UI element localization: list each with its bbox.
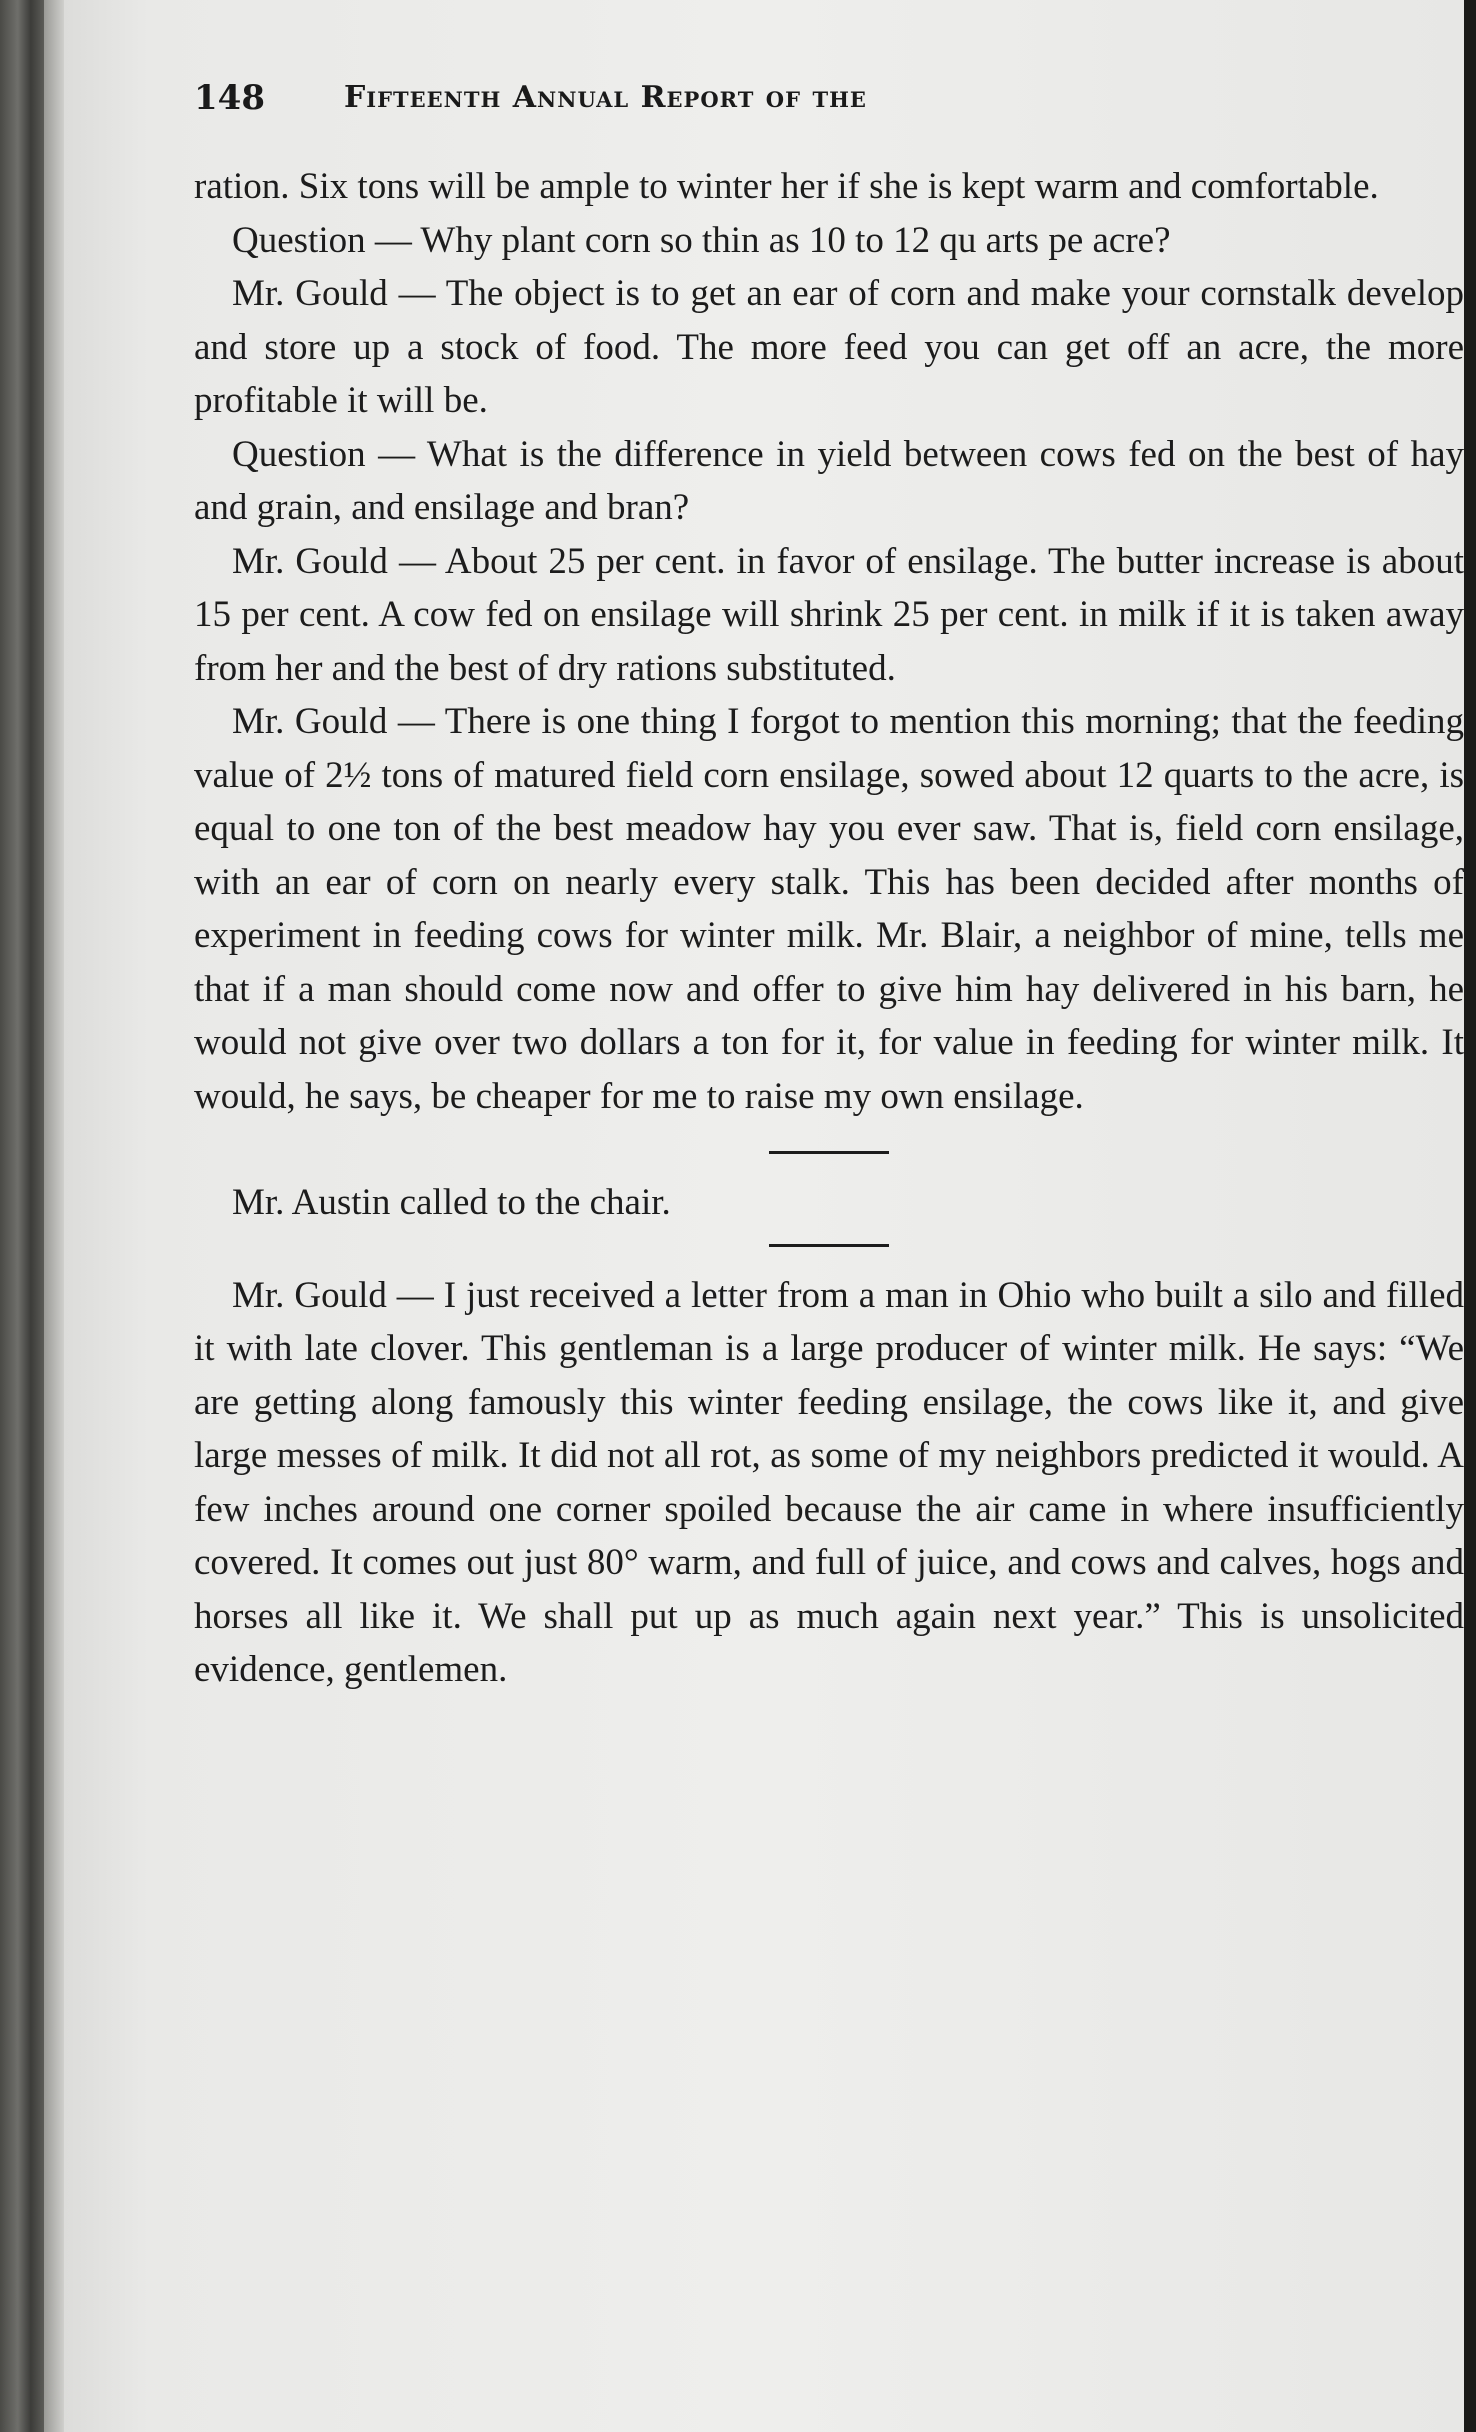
page-number: 148 (194, 78, 265, 118)
page-right-edge (1464, 0, 1476, 2432)
paragraph-gould-answer-2: Mr. Gould — About 25 per cent. in favor of ensilage. The butter increase is about 15 per cent. A cow fed on ensilage will shrink 25 per cent. in milk if it is taken away from her and the best of dry rations substituted. (194, 540, 1464, 689)
paragraph-continuation: ration. Six tons will be ample to winter her if she is kept warm and comfortable. (194, 166, 1379, 207)
paragraph-austin-chair: Mr. Austin called to the chair. (232, 1182, 671, 1223)
paragraph-gould-ensilage-value: Mr. Gould — There is one thing I forgot to mention this morning; that the feeding value of 2½ tons of matured field corn ensilage, sowed about 12 quarts to the acre, is equal to one ton of the best meadow hay you ever saw. That is, field corn ensilage, with an ear of corn on nearly every stalk. This has been decided after months of experiment in feeding cows for winter milk. Mr. Blair, a neighbor of mine, tells me that if a man should come now and offer to give him hay delivered in his barn, he would not give over two dollars a ton for it, for value in feeding for winter milk. It would, he says, be cheaper for me to raise my own ensilage. (194, 701, 1464, 1117)
paragraph-question-yield: Question — What is the difference in yield between cows fed on the best of hay and grain, and ensilage and bran? (194, 433, 1464, 528)
section-rule-bottom (769, 1244, 889, 1247)
page-gutter (44, 0, 64, 2432)
section-rule-top (769, 1151, 889, 1154)
running-head: Fifteenth Annual Report of the (344, 80, 867, 115)
paragraph-gould-ohio-letter: Mr. Gould — I just received a letter from a man in Ohio who built a silo and filled it with late clover. This gentleman is a large producer of winter milk. He says: “We are getting along famously this winter feeding ensilage, the cows like it, and give large messes of milk. It did not all rot, as some of my neighbors predicted it would. A few inches around one corner spoiled because the air came in where insufficiently covered. It comes out just 80° warm, and full of juice, and cows and calves, hogs and horses all like it. We shall put up as much again next year.” This is unsolicited evidence, gentlemen. (194, 1274, 1464, 1690)
book-page (64, 0, 1464, 2432)
paragraph-gould-answer-1: Mr. Gould — The object is to get an ear of corn and make your cornstalk develop and store up a stock of food. The more feed you can get off an acre, the more profitable it will be. (194, 273, 1464, 421)
page-header (194, 78, 1204, 128)
book-spine (0, 0, 44, 2432)
body-text (194, 160, 1464, 1697)
paragraph-question-corn: Question — Why plant corn so thin as 10 to 12 qu arts pe acre? (232, 219, 1171, 261)
